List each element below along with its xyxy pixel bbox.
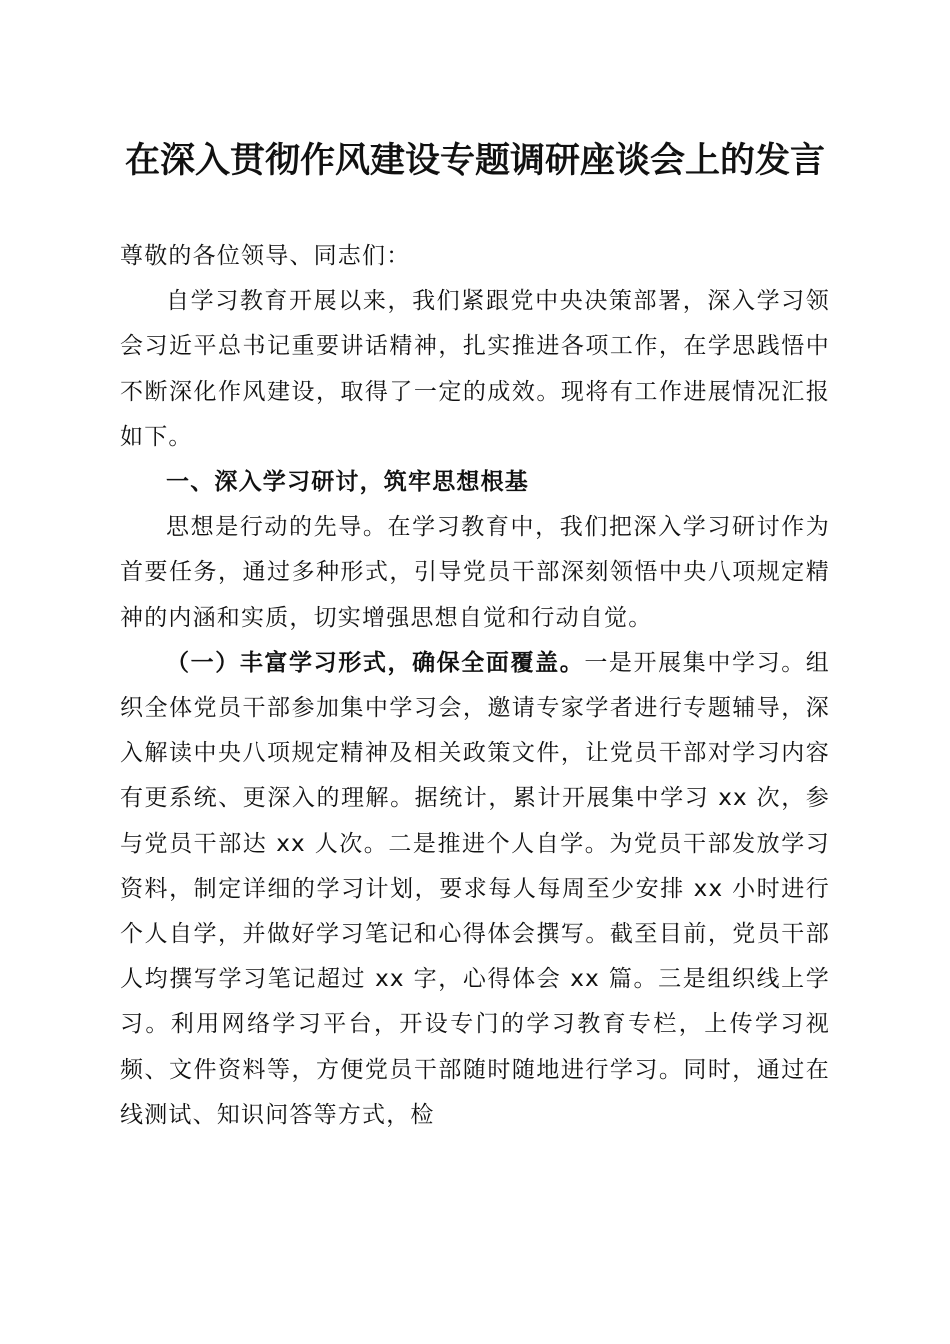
intro-paragraph: 自学习教育开展以来，我们紧跟党中央决策部署，深入学习领会习近平总书记重要讲话精神，扎实推进各项工作，在学思践悟中不断深化作风建设，取得了一定的成效。现将有工作进展情况汇报如下。 (120, 288, 830, 450)
subsection-heading-1: （一）丰富学习形式，确保全面覆盖。 (166, 649, 585, 676)
section-1-paragraph: 思想是行动的先导。在学习教育中，我们把深入学习研讨作为首要任务，通过多种形式，引导党员干部深刻领悟中央八项规定精神的内涵和实质，切实增强思想自觉和行动自觉。 (120, 514, 830, 631)
subsection-1-paragraph (120, 641, 830, 1138)
subsection-1-body: 一是开展集中学习。组织全体党员干部参加集中学习会，邀请专家学者进行专题辅导，深入解读中央八项规定精神及相关政策文件，让党员干部对学习内容有更系统、更深入的理解。据统计，累计开展集中学习 xx 次，参与党员干部达 xx 人次。二是推进个人自学。为党员干部发放学习资料，制定详细的学习计划，要求每人每周至少安排 xx 小时进行个人自学，并做好学习笔记和心得体会撰写。截至目前，党员干部人均撰写学习笔记超过 xx 字，心得体会 xx 篇。三是组织线上学习。利用网络学习平台，开设专门的学习教育专栏，上传学习视频、文件资料等，方便党员干部随时随地进行学习。同时，通过在线测试、知识问答等方式，检 (120, 649, 830, 1128)
document-title: 在深入贯彻作风建设专题调研座谈会上的发言 (124, 140, 825, 181)
salutation: 尊敬的各位领导、同志们： (120, 243, 411, 269)
document-body (120, 234, 830, 1138)
section-heading-1: 一、深入学习研讨，筑牢思想根基 (166, 469, 529, 496)
